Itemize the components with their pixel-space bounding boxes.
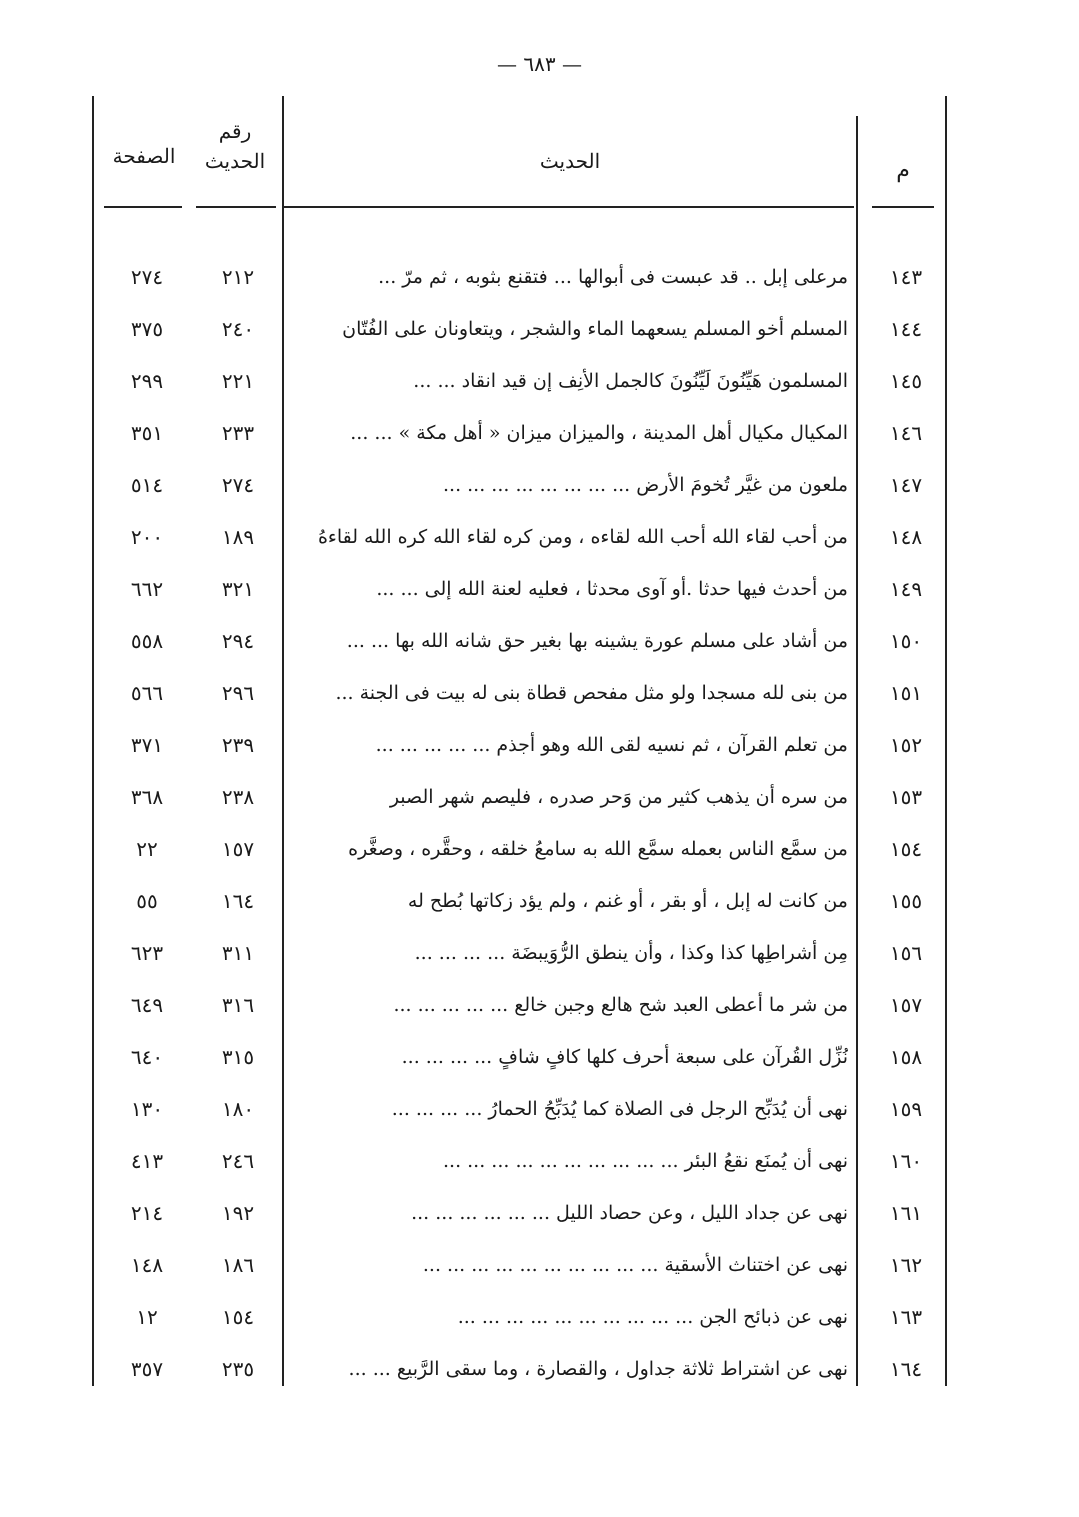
row-hadith-number: ٣٢١	[221, 577, 255, 601]
row-page: ٣٥٧	[130, 1357, 164, 1381]
row-page: ٦٦٢	[130, 577, 164, 601]
row-hadith-number: ١٥٤	[221, 1305, 255, 1329]
header-rule-number	[196, 206, 276, 208]
row-index: ١٤٥	[889, 369, 923, 393]
row-hadith-text: من شر ما أعطى العبد شح هالع وجبن خالع ... ... ... ... ...	[393, 994, 848, 1016]
row-hadith-number: ٢٢١	[221, 369, 255, 393]
row-index: ١٦١	[889, 1201, 923, 1225]
table-row	[92, 927, 947, 979]
header-hadith-number	[192, 116, 278, 176]
row-page: ٥٥٨	[130, 629, 164, 653]
table-row	[92, 823, 947, 875]
row-hadith-text: نُزِّل القُرآن على سبعة أحرف كلها كافٍ شافٍ ... ... ... ...	[401, 1046, 848, 1068]
header-rule-page	[104, 206, 182, 208]
row-hadith-number: ٢١٢	[221, 265, 255, 289]
row-index: ١٤٨	[889, 525, 923, 549]
row-hadith-text: المسلم أخو المسلم يسعهما الماء والشجر ، ويتعاونان على الفُتّان	[342, 318, 848, 340]
header-rule-index	[872, 206, 934, 208]
row-page: ٦٤٩	[130, 993, 164, 1017]
table-row	[92, 355, 947, 407]
table-row	[92, 1187, 947, 1239]
row-page: ٢٠٠	[130, 525, 164, 549]
row-index: ١٥٩	[889, 1097, 923, 1121]
row-hadith-text: مِن أشراطِها كذا وكذا ، وأن ينطق الرُّوَيبضَة ... ... ... ...	[414, 942, 848, 964]
row-index: ١٥٧	[889, 993, 923, 1017]
table-row	[92, 511, 947, 563]
row-index: ١٤٧	[889, 473, 923, 497]
table-row	[92, 303, 947, 355]
row-index: ١٥٤	[889, 837, 923, 861]
page-number: — ٦٨٣ —	[497, 52, 582, 76]
row-hadith-number: ١٨٦	[221, 1253, 255, 1277]
table-row	[92, 1239, 947, 1291]
table-row	[92, 667, 947, 719]
table-row	[92, 1083, 947, 1135]
row-index: ١٥٦	[889, 941, 923, 965]
row-hadith-number: ١٩٢	[221, 1201, 255, 1225]
row-hadith-number: ٢٩٦	[221, 681, 255, 705]
row-hadith-text: من تعلم القرآن ، ثم نسيه لقى الله وهو أجذم ... ... ... ... ...	[375, 734, 848, 756]
table-row	[92, 719, 947, 771]
table-row	[92, 1135, 947, 1187]
row-hadith-text: نهى عن جداد الليل ، وعن حصاد الليل ... ... ... ... ... ...	[411, 1202, 848, 1224]
row-page: ٢٩٩	[130, 369, 164, 393]
row-page: ١٤٨	[130, 1253, 164, 1277]
row-hadith-text: مرعلى إبل .. قد عبست فى أبوالها ... فتقنع بثوبه ، ثم مرّ ...	[378, 266, 848, 288]
row-hadith-text: المسلمون هَيِّنُونَ لَيِّنُونَ كالجمل الأنِف إن قيد انقاد ... ...	[413, 370, 848, 392]
table-row	[92, 1343, 947, 1395]
row-hadith-text: نهى عن ذبائح الجن ... ... ... ... ... ... ... ... ... ...	[457, 1306, 848, 1328]
row-hadith-number: ٣١١	[221, 941, 255, 965]
row-hadith-number: ٢٩٤	[221, 629, 255, 653]
row-hadith-text: من كانت له إبل ، أو بقر ، أو غنم ، ولم يؤد زكاتها بُطح له	[407, 890, 848, 912]
row-page: ٢١٤	[130, 1201, 164, 1225]
row-index: ١٦٢	[889, 1253, 923, 1277]
header-hadith-number-line1: رقم	[218, 119, 252, 143]
header-page: الصفحة	[112, 144, 176, 168]
row-hadith-number: ٣١٦	[221, 993, 255, 1017]
index-table	[92, 96, 947, 1386]
table-row	[92, 771, 947, 823]
row-hadith-text: نهى أن يُمنَع نقعُ البئر ... ... ... ... ... ... ... ... ... ...	[442, 1150, 848, 1172]
row-hadith-text: المكيال مكيال أهل المدينة ، والميزان ميزان « أهل مكة » ... ...	[350, 422, 848, 444]
row-hadith-number: ١٨٩	[221, 525, 255, 549]
table-row	[92, 979, 947, 1031]
table-row	[92, 563, 947, 615]
header-hadith-number-line2: الحديث	[204, 149, 266, 173]
table-header	[92, 96, 947, 216]
row-page: ٣٦٨	[130, 785, 164, 809]
row-page: ٣٧١	[130, 733, 164, 757]
row-hadith-number: ٢٤٦	[221, 1149, 255, 1173]
row-index: ١٦٠	[889, 1149, 923, 1173]
row-index: ١٥٣	[889, 785, 923, 809]
row-page: ٤١٣	[130, 1149, 164, 1173]
table-row	[92, 615, 947, 667]
row-hadith-text: من أحب لقاء الله أحب الله لقاءه ، ومن كره لقاء الله كره الله لقاءهُ	[317, 526, 848, 548]
row-page: ١٢	[136, 1305, 158, 1329]
row-index: ١٥٠	[889, 629, 923, 653]
row-hadith-number: ٢٧٤	[221, 473, 255, 497]
table-row	[92, 1291, 947, 1343]
row-index: ١٥١	[889, 681, 923, 705]
row-hadith-text: نهى أن يُدَبِّح الرجل فى الصلاة كما يُدَبِّحُ الحمارُ ... ... ... ...	[391, 1098, 848, 1120]
row-hadith-number: ١٥٧	[221, 837, 255, 861]
row-hadith-text: نهى عن اختناث الأسقية ... ... ... ... ... ... ... ... ... ...	[422, 1254, 848, 1276]
row-hadith-number: ٣١٥	[221, 1045, 255, 1069]
row-index: ١٦٤	[889, 1357, 923, 1381]
row-page: ٢٢	[136, 837, 158, 861]
row-index: ١٤٦	[889, 421, 923, 445]
row-index: ١٦٣	[889, 1305, 923, 1329]
row-page: ٥١٤	[130, 473, 164, 497]
header-hadith: الحديث	[539, 149, 601, 173]
row-hadith-number: ٢٣٣	[221, 421, 255, 445]
row-hadith-text: نهى عن اشتراط ثلاثة جداول ، والقصارة ، وما سقى الرَّبيع ... ...	[348, 1358, 848, 1380]
row-page: ٣٥١	[130, 421, 164, 445]
row-index: ١٤٤	[889, 317, 923, 341]
row-hadith-text: من سره أن يذهب كثير من وَحر صدره ، فليصم شهر الصبر	[389, 786, 848, 808]
header-index: م	[896, 158, 910, 183]
table-row	[92, 407, 947, 459]
row-index: ١٥٢	[889, 733, 923, 757]
row-hadith-number: ٢٣٩	[221, 733, 255, 757]
row-hadith-text: من أحدث فيها حدثا .أو آوى محدثا ، فعليه لعنة الله إلى ... ...	[376, 578, 848, 600]
row-hadith-text: من سمَّع الناس بعمله سمَّع الله به سامعُ خلقه ، وحقَّره ، وصغَّره	[348, 838, 848, 860]
row-page: ٣٧٥	[130, 317, 164, 341]
row-hadith-number: ٢٣٥	[221, 1357, 255, 1381]
table-row	[92, 251, 947, 303]
row-index: ١٤٩	[889, 577, 923, 601]
row-page: ٢٧٤	[130, 265, 164, 289]
row-hadith-text: من أشاد على مسلم عورة يشينه بها بغير حق شانه الله بها ... ...	[346, 630, 848, 652]
row-page: ٥٥	[136, 889, 158, 913]
row-hadith-number: ٢٤٠	[221, 317, 255, 341]
row-index: ١٥٥	[889, 889, 923, 913]
row-index: ١٤٣	[889, 265, 923, 289]
row-hadith-number: ١٦٤	[221, 889, 255, 913]
row-hadith-text: ملعون من غيَّر تُخومَ الأرض ... ... ... ... ... ... ... ...	[442, 474, 848, 496]
row-hadith-number: ١٨٠	[221, 1097, 255, 1121]
row-page: ٦٤٠	[130, 1045, 164, 1069]
row-index: ١٥٨	[889, 1045, 923, 1069]
table-row	[92, 1031, 947, 1083]
row-hadith-text: من بنى لله مسجدا ولو مثل مفحص قطاة بنى له بيت فى الجنة ...	[335, 682, 848, 704]
row-page: ٦٢٣	[130, 941, 164, 965]
header-rule-hadith	[284, 206, 854, 208]
table-row	[92, 459, 947, 511]
table-row	[92, 875, 947, 927]
row-page: ٥٦٦	[130, 681, 164, 705]
row-page: ١٣٠	[130, 1097, 164, 1121]
row-hadith-number: ٢٣٨	[221, 785, 255, 809]
